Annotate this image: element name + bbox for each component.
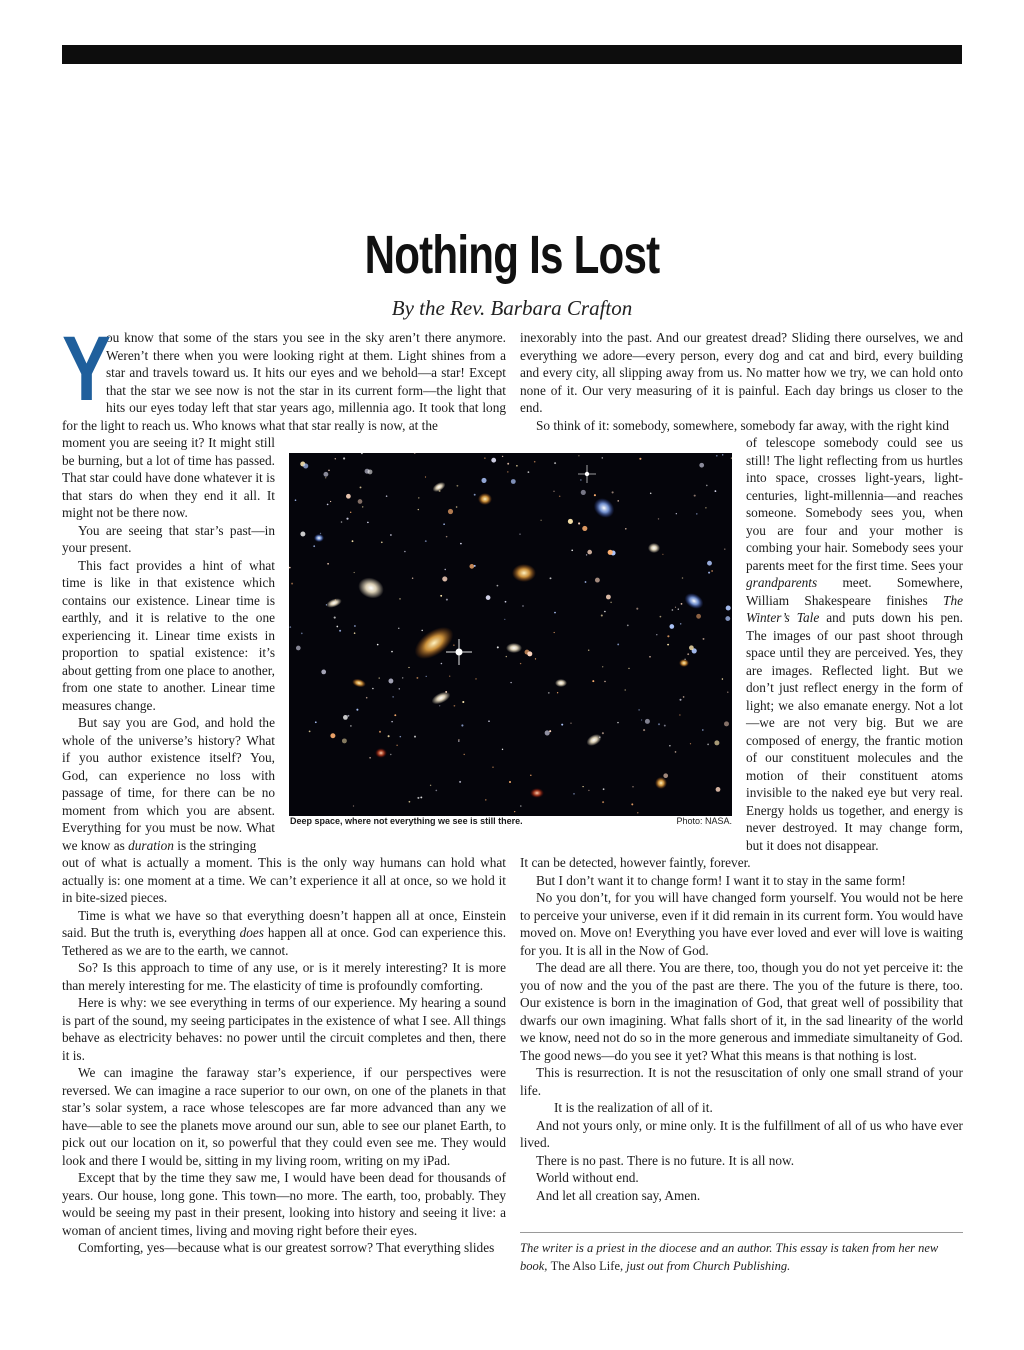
paragraph: Except that by the time they saw me, I would have been dead for thousands of years. Our house, long gone. This town—no more. The earth, too, probably. They would be seeing my past in their present, looking into history and seeing it live: a woman of ancient times, living and moving right before their eyes.	[62, 1170, 506, 1238]
star-dot	[645, 719, 650, 724]
star-dot	[519, 533, 520, 534]
star-dot	[350, 512, 351, 513]
star-dot	[343, 457, 345, 459]
star-dot	[581, 490, 586, 495]
star-dot	[475, 678, 477, 680]
star-dot	[703, 638, 705, 640]
star-dot	[676, 513, 677, 514]
star-dot	[592, 680, 594, 682]
star-dot	[502, 749, 503, 750]
star-dot	[586, 554, 587, 555]
star-dot	[716, 787, 721, 792]
star-dot	[580, 479, 581, 480]
star-dot	[454, 705, 456, 707]
star-dot	[446, 599, 448, 601]
star-dot	[528, 471, 530, 473]
star-dot	[627, 624, 629, 626]
star-dot	[602, 666, 603, 667]
star-dot	[459, 781, 461, 783]
star-dot	[289, 567, 291, 569]
star-dot	[346, 494, 351, 499]
star-dot	[506, 656, 507, 657]
star-dot	[336, 626, 338, 628]
star-dot	[346, 518, 348, 520]
paragraph: moment you are seeing it? It might still be burning, but a lot of time has passed. That star could have done whatever it is that stars do when they end it all. It might not be there now.	[62, 435, 275, 520]
star-dot	[509, 781, 511, 783]
star-dot	[497, 646, 499, 648]
paragraph: And not yours only, or mine only. It is the fulfillment of all of us who have ever lived.	[520, 1117, 963, 1150]
star-dot	[724, 721, 729, 726]
star-dot	[354, 625, 356, 627]
star-dot	[377, 644, 379, 646]
star-dot	[725, 616, 730, 621]
article-byline: By the Rev. Barbara Crafton	[391, 296, 633, 320]
star-dot	[601, 614, 603, 616]
star-dot	[527, 651, 532, 656]
star-dot	[409, 801, 411, 803]
star-dot	[362, 506, 363, 507]
star-dot	[449, 676, 450, 677]
star-dot	[649, 656, 651, 658]
star-dot	[505, 601, 507, 603]
star-dot	[446, 536, 448, 538]
star-dot	[716, 455, 718, 457]
star-dot	[570, 723, 571, 724]
star-dot	[289, 626, 291, 628]
star-dot	[520, 805, 522, 807]
left-bottom-column	[62, 854, 506, 1257]
paragraph: inexorably into the past. And our greatest dread? Sliding there ourselves, we and everything we adore—every person, every dog and cat and bird, every building and every city, all slipping away from us. No matter how we try, we can hold onto none of it. Our very measuring of it is painful. Each day brings us closer to the end.	[520, 330, 963, 415]
star-dot	[460, 543, 462, 545]
star-dot	[707, 561, 712, 566]
star-dot	[561, 724, 563, 726]
star-dot	[343, 715, 348, 720]
star-dot	[309, 731, 311, 733]
drop-cap: Y	[62, 318, 112, 420]
star-dot	[388, 679, 393, 684]
star-dot	[602, 457, 604, 459]
star-dot	[391, 651, 393, 653]
star-dot	[381, 541, 383, 543]
star-dot	[588, 790, 589, 791]
star-dot	[696, 614, 701, 619]
star-dot	[396, 745, 397, 746]
star-dot	[507, 471, 509, 473]
star-dot	[484, 457, 485, 458]
star-dot	[708, 572, 710, 574]
star-dot	[504, 619, 505, 620]
paragraph: World without end.	[536, 1170, 639, 1185]
intro-paragraph	[62, 318, 506, 434]
star-dot	[715, 490, 717, 492]
star-dot	[379, 731, 381, 733]
star-dot	[400, 736, 402, 738]
star-dot	[481, 478, 486, 483]
star-dot	[358, 499, 363, 504]
star-dot	[390, 534, 392, 536]
star-dot	[641, 719, 642, 720]
star-dot	[425, 476, 426, 477]
star-dot	[327, 563, 329, 565]
star-dot	[617, 500, 619, 502]
star-dot	[301, 633, 303, 635]
star-dot	[702, 729, 704, 731]
star-dot	[507, 463, 509, 465]
star-dot	[402, 677, 403, 678]
star-dot	[296, 646, 301, 651]
star-dot	[399, 598, 401, 600]
star-dot	[610, 602, 611, 603]
star-dot	[617, 722, 618, 723]
right-narrow-column	[746, 434, 963, 854]
intro-text: ou know that some of the stars you see in the sky aren’t there anymore. Weren’t there when you were looking right at them. Light shines from a star and travels toward us. It hits our eyes and we behold—a star! Except that the star we see now is not the star in its current form—the light that hits our eyes today left that star years ago, millennia ago. It took that long for the light to reach us. Who knows what that star really is now, at the	[62, 330, 506, 433]
star-dot	[608, 550, 613, 555]
star-dot	[391, 721, 393, 723]
star-dot	[636, 608, 638, 610]
star-dot	[291, 583, 293, 585]
star-dot	[510, 682, 511, 683]
star-dot	[675, 607, 676, 608]
star-dot	[448, 509, 453, 514]
star-dot	[392, 696, 393, 697]
star-dot	[722, 678, 724, 680]
star-dot	[625, 689, 626, 690]
star-dot	[689, 645, 694, 650]
emphasis-winters-tale: The Winter’s Tale	[746, 592, 963, 625]
star-dot	[295, 499, 297, 501]
star-dot	[534, 461, 536, 463]
star-dot	[705, 507, 707, 509]
star-dot	[571, 549, 573, 551]
star-dot	[637, 812, 638, 813]
paragraph: This is resurrection. It is not the resuscitation of only one small strand of your life.	[520, 1065, 963, 1098]
photo-caption: Deep space, where not everything we see is still there.	[290, 816, 523, 826]
paragraph: Comforting, yes—because what is our greatest sorrow? That everything slides	[78, 1240, 495, 1255]
star-dot	[418, 509, 419, 510]
star-dot	[643, 729, 645, 731]
star-dot	[690, 743, 691, 744]
star-dot	[548, 692, 550, 694]
galaxy-field-image	[289, 453, 732, 816]
star-dot	[367, 522, 369, 524]
star-dot	[334, 617, 336, 619]
star-dot	[664, 725, 666, 727]
star-dot	[416, 677, 418, 679]
star-dot	[417, 797, 419, 799]
star-dot	[347, 715, 349, 717]
star-dot	[313, 545, 315, 547]
star-dot	[694, 495, 696, 497]
star-dot	[550, 577, 552, 579]
star-dot	[300, 532, 305, 537]
star-dot	[578, 522, 580, 524]
star-dot	[390, 754, 391, 755]
star-dot	[412, 577, 413, 578]
star-dot	[727, 692, 728, 693]
star-dot	[669, 745, 670, 746]
star-dot	[726, 605, 731, 610]
star-dot	[667, 635, 669, 637]
bio-divider	[520, 1232, 963, 1233]
star-dot	[356, 709, 358, 711]
star-dot	[516, 465, 518, 467]
paragraph: No you don’t, for you will have changed form yourself. You would not be here to perceive your universe, even if it did remain in its current form. You would have moved on. Move on! Everything you have ever loved and ever will love is waiting for you. It is all in the Now of God.	[520, 890, 963, 958]
star-dot	[711, 570, 713, 572]
star-dot	[404, 551, 406, 553]
paragraph: You are seeing that star’s past—in your present.	[62, 522, 275, 555]
star-dot	[612, 491, 614, 493]
star-dot	[445, 569, 446, 570]
star-dot	[582, 526, 587, 531]
star-dot	[442, 576, 447, 581]
star-dot	[453, 644, 455, 646]
star-dot	[485, 799, 486, 800]
star-dot	[549, 730, 551, 732]
star-dot	[342, 738, 347, 743]
star-dot	[350, 725, 352, 727]
star-dot	[667, 644, 669, 646]
star-dot	[675, 751, 677, 753]
star-dot	[687, 653, 689, 655]
star-dot	[559, 495, 561, 497]
star-dot	[368, 469, 373, 474]
star-dot	[502, 456, 503, 457]
star-dot	[335, 458, 336, 459]
star-dot	[443, 523, 445, 525]
star-dot	[353, 805, 354, 806]
star-dot	[352, 540, 354, 542]
bio-text: The writer is a priest in the diocese and an author. This essay is taken from her new book,	[520, 1241, 939, 1273]
header-bar	[62, 45, 962, 64]
star-dot	[366, 697, 368, 699]
star-dot	[587, 550, 592, 555]
star-dot	[604, 611, 606, 613]
paragraph: The dead are all there. You are there, too, though you do not yet perceive it: the you of now and the you of the past are there. The you of the future is there, too. Our existence is born in the imagination of God, that great well of possibility that dwarfs our own imagining. What falls short of it, in the sad linearity of the world we know, need not do so in the more generous and immediate simultaneity of God. The good news—do you see it yet? What this means is that nothing is lost.	[520, 960, 963, 1063]
star-dot	[399, 688, 400, 689]
star-dot	[341, 521, 343, 523]
star-dot	[388, 735, 390, 737]
star-dot	[497, 585, 499, 587]
star-dot	[568, 519, 573, 524]
star-dot	[320, 533, 321, 534]
star-dot	[662, 554, 663, 555]
star-dot	[681, 603, 683, 605]
star-dot	[474, 494, 476, 496]
star-dot	[430, 785, 431, 786]
star-dot	[679, 714, 680, 715]
star-dot	[315, 721, 317, 723]
star-dot	[639, 458, 641, 460]
paragraph: Here is why: we see everything in terms of our experience. My hearing a sound is part of the sound, my seeing participates in the existence of what I see. All things behave as electricity behaves: no power until the circuit completes and then, there it is.	[62, 995, 506, 1063]
star-dot	[588, 650, 589, 651]
star-dot	[354, 632, 356, 634]
star-dot	[327, 504, 329, 506]
star-dot	[354, 572, 355, 573]
star-dot	[511, 479, 516, 484]
paragraph: So think of it: somebody, somewhere, somebody far away, with the right kind	[536, 417, 949, 433]
paragraph: of telescope somebody could see us still! The light reflecting from us hurtles into space, crosses light-years, light-centuries, light-millennia—and reaches someone. Somebody sees you, when you are four and your mother is combing your hair. Somebody sees your parents meet for the first time. Sees your grandparents meet. Somewhere, William Shakespeare finishes The Winter’s Tale and puts down his pen. The images of our past shoot through space until they are perceived. Yes, they are images. Reflected light. But we don’t just reflect energy in the form of light; we also emanate energy. Not a lot—we are not very big. But we are composed of energy, the frantic motion of our constituent molecules and the motion of their constituent atoms invisible to the naked eye but very real. Energy holds us together, and energy is never destroyed. It may change form, but it does not disappear.	[746, 435, 963, 853]
star-dot	[474, 565, 476, 567]
paragraph: So? Is this approach to time of any use, or is it merely interesting? It is more than merely interesting for me. The elasticity of time is profoundly comforting.	[62, 960, 506, 993]
star-dot	[469, 564, 474, 569]
star-dot	[663, 773, 668, 778]
star-dot	[683, 696, 685, 698]
star-dot	[604, 681, 605, 682]
star-dot	[603, 788, 605, 790]
paragraph: Time is what we have so that everything doesn’t happen all at once, Einstein said. But the truth is, everything does happen all at once. God can experience this. Tethered as we are to the earth, we cannot.	[62, 907, 507, 958]
right-top-column	[520, 329, 963, 434]
star-dot	[678, 608, 679, 609]
star-dot	[439, 705, 440, 706]
paragraph: But I don’t want it to change form! I want it to stay in the same form!	[536, 872, 906, 888]
star-dot	[535, 658, 536, 659]
star-dot	[339, 630, 341, 632]
star-dot	[426, 676, 427, 677]
star-dot	[530, 774, 532, 776]
star-dot	[323, 472, 328, 477]
star-dot	[441, 663, 443, 665]
star-dot	[421, 630, 423, 632]
star-dot	[573, 793, 574, 794]
star-dot	[706, 485, 708, 487]
star-dot	[672, 609, 674, 611]
star-dot	[372, 688, 374, 690]
star-dot	[669, 624, 674, 629]
star-dot	[650, 493, 652, 495]
star-dot	[660, 616, 662, 618]
star-dot	[458, 740, 460, 742]
star-dot	[379, 677, 380, 678]
star-dot	[724, 548, 725, 549]
star-dot	[463, 754, 464, 755]
star-dot	[360, 486, 362, 488]
star-dot	[462, 701, 464, 703]
star-dot	[414, 736, 416, 738]
paragraph: This fact provides a hint of what time is like in that existence which contains our existence. Linear time is earthly, and it is relative to the one experiencing it. Linear time exists in proportion to spatial existence: it’s about getting from one place to another, from one state to another. Linear time measures change.	[62, 557, 275, 713]
star-dot	[303, 463, 308, 468]
star-dot	[420, 796, 422, 798]
star-dot	[656, 634, 657, 635]
paragraph: There is no past. There is no future. It is all now.	[536, 1152, 795, 1168]
star-dot	[408, 667, 409, 668]
paragraph: It is the realization of all of it.	[554, 1100, 713, 1115]
star-dot	[557, 692, 558, 693]
star-dot	[456, 506, 458, 508]
star-dot	[682, 577, 684, 579]
star-dot	[321, 670, 326, 675]
right-bottom-column	[520, 854, 963, 1204]
star-dot	[394, 714, 396, 716]
star-dot	[554, 612, 556, 614]
star-dot	[386, 495, 388, 497]
star-dot	[330, 733, 335, 738]
star-dot	[602, 732, 604, 734]
photo-caption-bar	[290, 816, 732, 830]
paragraph: out of what is actually a moment. This is the only way humans can hold what actually is: one moment at a time. We can’t experience it all at once, so we hold it in bite-sized pieces.	[62, 855, 506, 905]
star-dot	[602, 801, 604, 803]
star-dot	[554, 462, 556, 464]
emphasis-does: does	[239, 925, 264, 940]
emphasis-grandparents: grandparents	[746, 575, 818, 590]
book-title: The Also Life,	[550, 1258, 624, 1273]
star-dot	[638, 709, 640, 711]
star-dot	[595, 578, 600, 583]
star-dot	[632, 786, 633, 787]
star-dot	[631, 803, 633, 805]
star-dot	[585, 581, 587, 583]
star-dot	[554, 632, 555, 633]
star-dot	[731, 457, 732, 458]
deep-space-photo	[289, 453, 732, 816]
star-dot	[658, 723, 660, 725]
paragraph: But say you are God, and hold the whole of the universe’s history? What if you author existence itself? You, God, can experience no loss with passage of time, for there can be no moment from which you are absent. Everything for you must be now. What we know as duration is the stringing	[62, 715, 275, 853]
star-dot	[680, 623, 681, 624]
star-dot	[594, 494, 596, 496]
star-dot	[606, 595, 611, 600]
star-dot	[488, 720, 490, 722]
star-dot	[714, 740, 719, 745]
star-dot	[491, 458, 496, 463]
paragraph: We can imagine the faraway star’s experience, if our perspectives were reversed. We can imagine a race superior to our own, on one of the planets in that star’s solar system, a race whose telescopes are far more advanced than any we have—able to see the planets move around our sun, able to see our planet Earth, to pick out our location on it, so powerful that they could even see me. They would look and there I would be, sitting in my living room, writing on my iPad.	[62, 1065, 506, 1168]
star-dot	[679, 699, 681, 701]
star-dot	[461, 724, 463, 726]
article-title: Nothing Is Lost	[364, 225, 660, 285]
author-bio	[520, 1240, 963, 1275]
paragraph: It can be detected, however faintly, forever.	[520, 855, 751, 870]
star-dot	[699, 463, 704, 468]
star-dot	[617, 643, 619, 645]
star-dot	[418, 497, 419, 498]
star-dot	[435, 790, 437, 792]
star-dot	[398, 628, 399, 629]
star-dot	[540, 520, 541, 521]
star-dot	[425, 540, 427, 542]
star-dot	[707, 744, 709, 746]
star-dot	[514, 811, 515, 812]
star-dot	[330, 501, 331, 502]
star-dot	[628, 668, 629, 669]
star-dot	[545, 730, 550, 735]
star-dot	[658, 518, 659, 519]
star-dot	[456, 485, 458, 487]
star-dot	[520, 663, 521, 664]
star-dot	[440, 595, 442, 597]
left-narrow-column	[62, 434, 275, 854]
star-dot	[582, 786, 583, 787]
star-dot	[696, 513, 697, 514]
star-dot	[325, 477, 326, 478]
bio-publisher: just out from Church Publishing.	[626, 1258, 791, 1273]
star-dot	[486, 595, 491, 600]
star-dot	[369, 757, 371, 759]
emphasis-duration: duration	[128, 837, 174, 853]
star-dot	[578, 455, 579, 456]
paragraph: And let all creation say, Amen.	[536, 1187, 701, 1203]
star-dot	[328, 469, 330, 471]
star-dot	[553, 491, 554, 492]
star-dot	[492, 767, 493, 768]
star-dot	[522, 605, 523, 606]
photo-credit: Photo: NASA.	[676, 816, 732, 826]
star-dot	[722, 454, 723, 455]
star-dot	[625, 528, 627, 530]
